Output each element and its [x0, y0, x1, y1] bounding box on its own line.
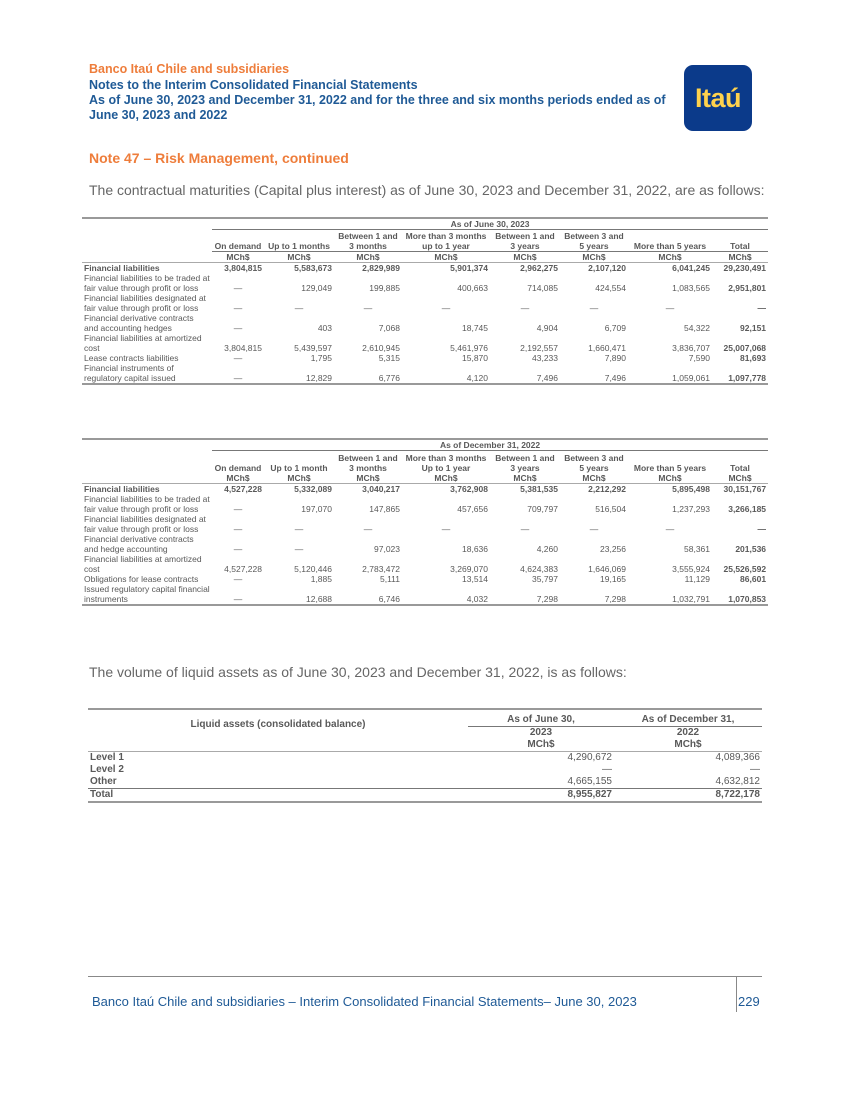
report-period-line: As of June 30, 2023 and December 31, 2022 and for the three and six months periods ended as of June 30, 2023 and 2022 [89, 93, 666, 122]
row-label: Issued regulatory capital financial instruments [82, 584, 212, 605]
row-label: Financial liabilities [84, 263, 160, 273]
row-value: 4,527,228 [224, 483, 262, 494]
table-row [82, 494, 768, 514]
liquid-assets-header: Liquid assets (consolidated balance) [88, 709, 468, 739]
row-total: 2,951,801 [728, 283, 767, 293]
row-label: Financial liabilities [84, 483, 160, 494]
row-value: 6,776 [334, 363, 402, 384]
row-value: — [233, 523, 243, 534]
intro-text: The contractual maturities (Capital plus interest) as of June 30, 2023 and December 31, 2022, are as follows: [89, 182, 765, 198]
report-subtitle-line: Notes to the Interim Consolidated Financial Statements [89, 78, 418, 92]
row-value: 18,745 [462, 323, 488, 333]
row-value: 709,797 [527, 503, 558, 514]
row-value: 3,269,070 [450, 563, 488, 574]
row-value: 403 [317, 323, 332, 333]
col-header: Up to 1 month [270, 462, 328, 473]
row-value: — [665, 303, 675, 313]
unit-label: MCh$ [468, 739, 614, 752]
liquid-row-label: Level 2 [90, 764, 124, 775]
table2-body [82, 483, 768, 605]
row-value: 1,032,791 [628, 584, 712, 605]
itau-logo: Itaú [684, 65, 752, 131]
row-value: 4,032 [402, 584, 490, 605]
table-row [82, 483, 768, 494]
row-total: — [757, 303, 767, 313]
row-value: — [441, 303, 451, 313]
table-row [82, 353, 768, 363]
unit-label: MCh$ [712, 473, 768, 484]
row-value: 2,962,275 [520, 263, 558, 273]
row-value: — [363, 523, 373, 534]
note-title: Note 47 – Risk Management, continued [89, 150, 349, 166]
row-total: 92,151 [740, 323, 767, 333]
liquid-total-value: 8,955,827 [468, 789, 614, 803]
row-value: 2,192,557 [520, 343, 558, 353]
row-total: 29,230,491 [723, 263, 767, 273]
row-value: 516,504 [595, 503, 626, 514]
row-total: 86,601 [740, 573, 767, 584]
row-label: Financial liabilities at amortized cost [84, 333, 202, 353]
unit-label: MCh$ [212, 473, 264, 484]
row-value: 12,829 [264, 363, 334, 384]
row-value: 3,836,707 [672, 343, 710, 353]
col1-header: As of June 30, [468, 709, 614, 727]
row-value: 3,555,924 [672, 563, 710, 574]
table-row [82, 514, 768, 534]
row-value: 4,120 [402, 363, 490, 384]
unit-label: MCh$ [264, 473, 334, 484]
row-value: 7,590 [688, 353, 710, 363]
period-header: As of December 31, 2022 [212, 439, 768, 451]
liquid-row-value: 4,665,155 [567, 776, 612, 787]
row-total: 30,151,767 [723, 483, 767, 494]
row-value: 5,439,597 [294, 343, 332, 353]
row-value: 58,361 [684, 543, 710, 554]
row-value: — [520, 523, 530, 534]
row-value: 2,107,120 [588, 263, 626, 273]
row-label: Financial instruments of regulatory capital issued [82, 363, 212, 384]
row-value: 6,709 [604, 323, 626, 333]
liquid-total-value: 8,722,178 [614, 789, 762, 803]
row-total: 1,070,853 [712, 584, 768, 605]
row-value: — [212, 363, 264, 384]
row-label: Financial derivative contracts and accounting hedges [84, 313, 194, 333]
unit-label: MCh$ [264, 252, 334, 263]
row-value: 5,895,498 [672, 483, 710, 494]
unit-label: MCh$ [490, 473, 560, 484]
col-header: Between 1 and 3 months [334, 230, 402, 252]
row-value: — [589, 523, 599, 534]
row-value: 3,040,217 [362, 483, 400, 494]
liquid-row-value: 4,089,366 [715, 752, 760, 763]
table-row [82, 263, 768, 274]
liquid-row-value: 4,632,812 [715, 776, 760, 787]
row-value: — [441, 523, 451, 534]
liquid-assets-intro: The volume of liquid assets as of June 30, 2023 and December 31, 2022, is as follows: [89, 664, 627, 680]
row-value: 5,381,535 [520, 483, 558, 494]
unit-label: MCh$ [560, 252, 628, 263]
row-value: 1,885 [310, 573, 332, 584]
liquid-row-value: — [750, 764, 760, 775]
col-header: More than 5 years [633, 462, 707, 473]
footer-text: Banco Itaú Chile and subsidiaries – Interim Consolidated Financial Statements– June 30, 2023 [92, 994, 637, 1009]
row-value: 3,762,908 [450, 483, 488, 494]
row-value: 424,554 [595, 283, 626, 293]
row-value: — [233, 303, 243, 313]
row-value: 147,865 [369, 503, 400, 514]
row-value: 5,461,976 [450, 343, 488, 353]
row-value: — [233, 283, 243, 293]
col-header: Between 1 and 3 years [490, 230, 560, 252]
liquid-assets-table [88, 708, 762, 803]
table-row [82, 534, 768, 554]
col-header: Between 3 and 5 years [560, 230, 628, 252]
col-header: Between 3 and 5 years [564, 452, 624, 473]
liquid-row-label: Other [90, 776, 117, 787]
row-value: 5,120,446 [294, 563, 332, 574]
row-value: 1,660,471 [588, 343, 626, 353]
row-value: — [363, 303, 373, 313]
page-number: 229 [738, 994, 760, 1009]
liquid-row-value: — [602, 764, 612, 775]
row-total: 25,007,068 [723, 343, 767, 353]
unit-label: MCh$ [560, 473, 628, 484]
row-value: 15,870 [462, 353, 488, 363]
row-value: — [520, 303, 530, 313]
row-label: Lease contracts liabilities [84, 353, 179, 363]
col-header: Total [730, 462, 750, 473]
row-value: 19,165 [600, 573, 626, 584]
row-value: 13,514 [462, 573, 488, 584]
row-value: 2,212,292 [588, 483, 626, 494]
row-value: 1,237,293 [672, 503, 710, 514]
row-total: 201,536 [735, 543, 767, 554]
row-value: 97,023 [374, 543, 400, 554]
footer-page-divider [736, 976, 737, 1012]
report-subtitle [89, 78, 679, 123]
row-value: 4,260 [536, 543, 558, 554]
row-total: 25,526,592 [723, 563, 767, 574]
row-value: — [233, 323, 243, 333]
row-value: 714,085 [527, 283, 558, 293]
row-value: 5,315 [378, 353, 400, 363]
row-value: 400,663 [457, 283, 488, 293]
row-label: Financial liabilities to be traded at fair value through profit or loss [84, 493, 210, 514]
col-header: Between 1 and 3 years [495, 452, 555, 473]
maturities-table-2022 [82, 438, 768, 606]
row-value: 7,496 [560, 363, 628, 384]
row-value: — [665, 523, 675, 534]
col2-year: 2022 [614, 727, 762, 740]
maturities-table-2023 [82, 217, 768, 385]
row-value: 199,885 [369, 283, 400, 293]
row-value: 7,298 [560, 584, 628, 605]
row-value: 7,496 [490, 363, 560, 384]
col-header: Total [712, 230, 768, 252]
row-label: Financial liabilities at amortized cost [84, 553, 202, 574]
company-name: Banco Itaú Chile and subsidiaries [89, 62, 290, 76]
row-label: Financial liabilities designated at fair value through profit or loss [84, 513, 206, 534]
row-label: Obligations for lease contracts [84, 573, 199, 584]
row-value: 1,795 [310, 353, 332, 363]
liquid-row-label: Level 1 [90, 752, 124, 763]
unit-label: MCh$ [334, 252, 402, 263]
row-label: Financial liabilities to be traded at fair value through profit or loss [84, 273, 210, 293]
row-total: — [757, 523, 767, 534]
row-value: — [212, 584, 264, 605]
row-value: 7,298 [490, 584, 560, 605]
col1-year: 2023 [468, 727, 614, 740]
col-header: More than 5 years [628, 230, 712, 252]
col-header: More than 3 months Up to 1 year [405, 452, 487, 473]
col-header: Up to 1 months [264, 230, 334, 252]
row-label: Financial derivative contracts and hedge accounting [84, 533, 194, 554]
row-total: 1,097,778 [712, 363, 768, 384]
table-row [82, 293, 768, 313]
row-value: 1,083,565 [672, 283, 710, 293]
liquid-row-value: 4,290,672 [567, 752, 612, 763]
unit-label: MCh$ [628, 252, 712, 263]
row-value: 4,527,228 [224, 563, 262, 574]
col-header: More than 3 months up to 1 year [402, 230, 490, 252]
row-value: 5,332,089 [294, 483, 332, 494]
row-value: 2,783,472 [362, 563, 400, 574]
row-value: 5,111 [379, 573, 400, 584]
table-row [82, 273, 768, 293]
table-row [82, 363, 768, 384]
table-row [82, 554, 768, 574]
table1-body [82, 263, 768, 385]
row-value: — [233, 353, 243, 363]
row-value: 1,646,069 [588, 563, 626, 574]
row-value: 197,070 [301, 503, 332, 514]
row-value: — [294, 543, 304, 554]
row-value: 54,322 [684, 323, 710, 333]
table-row [82, 574, 768, 584]
row-value: 11,129 [684, 573, 710, 584]
row-value: — [589, 303, 599, 313]
row-value: 2,829,989 [362, 263, 400, 273]
table-row [82, 584, 768, 605]
row-value: 6,041,245 [672, 263, 710, 273]
row-value: 3,804,815 [224, 263, 262, 273]
row-value: 5,583,673 [294, 263, 332, 273]
row-value: 6,746 [334, 584, 402, 605]
row-value: 1,059,061 [628, 363, 712, 384]
unit-label: MCh$ [212, 252, 264, 263]
row-total: 81,693 [740, 353, 767, 363]
row-value: 7,068 [378, 323, 400, 333]
unit-label: MCh$ [628, 473, 712, 484]
row-value: 35,797 [532, 573, 558, 584]
table-row [82, 333, 768, 353]
row-value: — [233, 573, 243, 584]
row-value: 4,904 [536, 323, 558, 333]
row-value: 7,890 [604, 353, 626, 363]
unit-label: MCh$ [614, 739, 762, 752]
row-value: 5,901,374 [450, 263, 488, 273]
period-header: As of June 30, 2023 [212, 218, 768, 230]
unit-label: MCh$ [402, 473, 490, 484]
row-value: 457,656 [457, 503, 488, 514]
footer-divider [88, 976, 762, 977]
row-value: — [233, 503, 243, 514]
col2-header: As of December 31, [614, 709, 762, 727]
row-value: 4,624,383 [520, 563, 558, 574]
unit-label: MCh$ [712, 252, 768, 263]
unit-label: MCh$ [490, 252, 560, 263]
row-value: — [294, 303, 304, 313]
row-value: 129,049 [301, 283, 332, 293]
row-total: 3,266,185 [728, 503, 767, 514]
col-header: On demand [214, 462, 262, 473]
col-header: On demand [212, 230, 264, 252]
row-value: 18,636 [462, 543, 488, 554]
row-value: 3,804,815 [224, 343, 262, 353]
liquid-total-label: Total [88, 789, 468, 803]
unit-label: MCh$ [334, 473, 402, 484]
row-value: 12,688 [264, 584, 334, 605]
row-value: 23,256 [600, 543, 626, 554]
row-value: — [294, 523, 304, 534]
col-header: Between 1 and 3 months [338, 452, 398, 473]
row-value: 2,610,945 [362, 343, 400, 353]
row-value: — [233, 543, 243, 554]
unit-label: MCh$ [402, 252, 490, 263]
row-label: Financial liabilities designated at fair value through profit or loss [84, 293, 206, 313]
row-value: 43,233 [532, 353, 558, 363]
table-row [82, 313, 768, 333]
